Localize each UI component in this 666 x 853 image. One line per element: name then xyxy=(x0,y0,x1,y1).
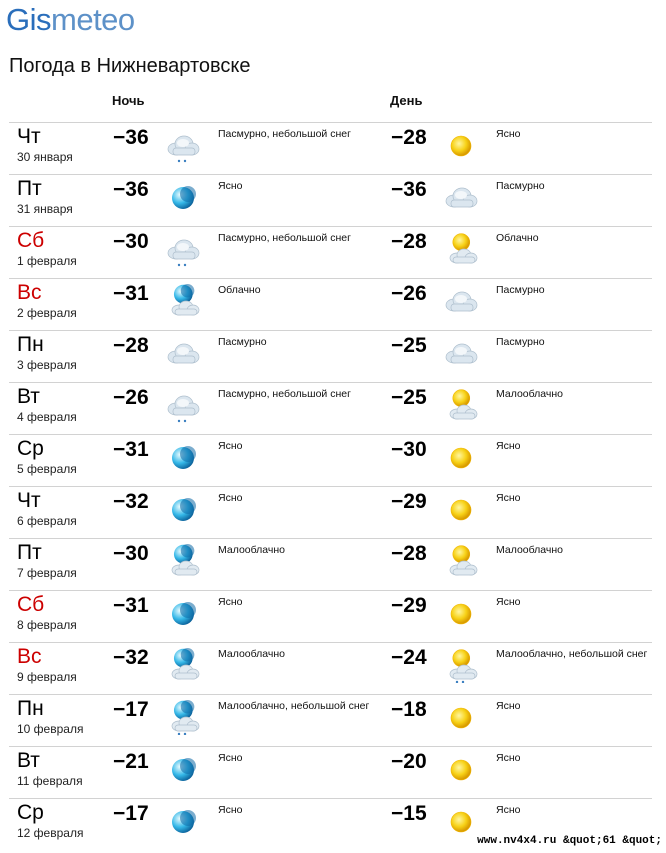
night-temperature: −32 xyxy=(113,490,149,513)
date-label: 3 февраля xyxy=(17,358,77,372)
day-temperature: −28 xyxy=(391,542,427,565)
day-column-header: День xyxy=(390,93,423,108)
day-of-week: Ср xyxy=(17,437,44,460)
logo-part-meteo: meteo xyxy=(51,2,135,37)
night-temperature: −21 xyxy=(113,750,149,773)
sun-icon xyxy=(443,751,479,787)
day-temperature: −29 xyxy=(391,594,427,617)
day-of-week: Вс xyxy=(17,645,42,668)
sun-icon xyxy=(443,699,479,735)
day-temperature: −28 xyxy=(391,230,427,253)
night-condition: Ясно xyxy=(218,804,243,816)
forecast-row xyxy=(9,278,652,330)
day-of-week: Вс xyxy=(17,281,42,304)
night-temperature: −31 xyxy=(113,438,149,461)
night-condition: Малооблачно xyxy=(218,648,286,660)
night-condition: Пасмурно, небольшой снег xyxy=(218,388,351,400)
day-of-week: Вт xyxy=(17,749,40,772)
night-condition: Пасмурно xyxy=(218,336,267,348)
day-of-week: Пт xyxy=(17,177,42,200)
overcast-icon xyxy=(165,335,201,371)
date-label: 5 февраля xyxy=(17,462,77,476)
sun-cloud-icon xyxy=(443,231,479,267)
day-temperature: −26 xyxy=(391,282,427,305)
overcast-icon xyxy=(443,179,479,215)
logo-part-gis: Gis xyxy=(6,2,51,37)
day-temperature: −24 xyxy=(391,646,427,669)
day-condition: Ясно xyxy=(496,128,521,140)
day-temperature: −28 xyxy=(391,126,427,149)
date-label: 7 февраля xyxy=(17,566,77,580)
day-condition: Ясно xyxy=(496,440,521,452)
night-condition: Ясно xyxy=(218,752,243,764)
night-condition: Малооблачно, небольшой снег xyxy=(218,700,370,712)
day-temperature: −29 xyxy=(391,490,427,513)
date-label: 4 февраля xyxy=(17,410,77,424)
sun-cloud-icon xyxy=(443,543,479,579)
day-temperature: −25 xyxy=(391,334,427,357)
overcast-icon xyxy=(443,283,479,319)
forecast-row xyxy=(9,538,652,590)
forecast-row xyxy=(9,382,652,434)
day-condition: Ясно xyxy=(496,700,521,712)
day-condition: Малооблачно, небольшой снег xyxy=(496,648,648,660)
date-label: 9 февраля xyxy=(17,670,77,684)
night-temperature: −32 xyxy=(113,646,149,669)
day-condition: Ясно xyxy=(496,596,521,608)
date-label: 11 февраля xyxy=(17,774,83,788)
day-of-week: Пт xyxy=(17,541,42,564)
watermark-text: www.nv4x4.ru &quot;61 &quot; xyxy=(477,835,662,847)
night-condition: Малооблачно xyxy=(218,544,286,556)
moon-icon xyxy=(165,439,201,475)
sun-icon xyxy=(443,803,479,839)
night-condition: Ясно xyxy=(218,492,243,504)
night-temperature: −30 xyxy=(113,230,149,253)
night-temperature: −28 xyxy=(113,334,149,357)
moon-icon xyxy=(165,751,201,787)
date-label: 30 января xyxy=(17,150,73,164)
sun-icon xyxy=(443,595,479,631)
overcast-icon xyxy=(443,335,479,371)
night-condition: Ясно xyxy=(218,596,243,608)
moon-icon xyxy=(165,491,201,527)
forecast-table xyxy=(9,122,652,850)
forecast-row xyxy=(9,330,652,382)
day-of-week: Вт xyxy=(17,385,40,408)
night-column-header: Ночь xyxy=(112,93,145,108)
date-label: 1 февраля xyxy=(17,254,77,268)
moon-cloud-icon xyxy=(165,543,201,579)
date-label: 31 января xyxy=(17,202,73,216)
sun-icon xyxy=(443,439,479,475)
night-condition: Облачно xyxy=(218,284,261,296)
moon-cloud-icon xyxy=(165,647,201,683)
forecast-row xyxy=(9,642,652,694)
date-label: 10 февраля xyxy=(17,722,84,736)
date-label: 12 февраля xyxy=(17,826,84,840)
date-label: 6 февраля xyxy=(17,514,77,528)
night-condition: Пасмурно, небольшой снег xyxy=(218,232,351,244)
day-of-week: Ср xyxy=(17,801,44,824)
date-label: 2 февраля xyxy=(17,306,77,320)
day-temperature: −18 xyxy=(391,698,427,721)
sun-icon xyxy=(443,127,479,163)
day-condition: Пасмурно xyxy=(496,284,545,296)
moon-cloud-icon xyxy=(165,283,201,319)
night-temperature: −17 xyxy=(113,698,149,721)
sun-cloud-snow-icon xyxy=(443,647,479,683)
day-temperature: −30 xyxy=(391,438,427,461)
day-temperature: −25 xyxy=(391,386,427,409)
overcast-snow-icon xyxy=(165,231,201,267)
night-condition: Ясно xyxy=(218,440,243,452)
forecast-row xyxy=(9,434,652,486)
night-condition: Пасмурно, небольшой снег xyxy=(218,128,351,140)
forecast-row xyxy=(9,590,652,642)
day-condition: Ясно xyxy=(496,804,521,816)
moon-cloud-snow-icon xyxy=(165,699,201,735)
sun-icon xyxy=(443,491,479,527)
forecast-row xyxy=(9,486,652,538)
night-temperature: −17 xyxy=(113,802,149,825)
day-condition: Пасмурно xyxy=(496,336,545,348)
moon-icon xyxy=(165,595,201,631)
overcast-snow-icon xyxy=(165,387,201,423)
day-condition: Ясно xyxy=(496,752,521,764)
day-condition: Облачно xyxy=(496,232,539,244)
overcast-snow-icon xyxy=(165,127,201,163)
forecast-row xyxy=(9,226,652,278)
forecast-row xyxy=(9,174,652,226)
page-title: Погода в Нижневартовске xyxy=(9,55,251,77)
gismeteo-logo[interactable] xyxy=(6,2,135,38)
day-of-week: Чт xyxy=(17,125,41,148)
day-temperature: −36 xyxy=(391,178,427,201)
day-of-week: Чт xyxy=(17,489,41,512)
day-condition: Ясно xyxy=(496,492,521,504)
day-condition: Малооблачно xyxy=(496,388,564,400)
night-temperature: −31 xyxy=(113,282,149,305)
night-temperature: −30 xyxy=(113,542,149,565)
forecast-row xyxy=(9,694,652,746)
date-label: 8 февраля xyxy=(17,618,77,632)
day-of-week: Сб xyxy=(17,593,45,616)
day-of-week: Пн xyxy=(17,697,44,720)
sun-cloud-icon xyxy=(443,387,479,423)
day-of-week: Пн xyxy=(17,333,44,356)
moon-icon xyxy=(165,179,201,215)
day-temperature: −20 xyxy=(391,750,427,773)
day-temperature: −15 xyxy=(391,802,427,825)
forecast-row xyxy=(9,746,652,798)
day-condition: Пасмурно xyxy=(496,180,545,192)
night-temperature: −36 xyxy=(113,126,149,149)
night-temperature: −36 xyxy=(113,178,149,201)
moon-icon xyxy=(165,803,201,839)
night-temperature: −26 xyxy=(113,386,149,409)
day-of-week: Сб xyxy=(17,229,45,252)
night-temperature: −31 xyxy=(113,594,149,617)
night-condition: Ясно xyxy=(218,180,243,192)
forecast-row xyxy=(9,122,652,174)
day-condition: Малооблачно xyxy=(496,544,564,556)
